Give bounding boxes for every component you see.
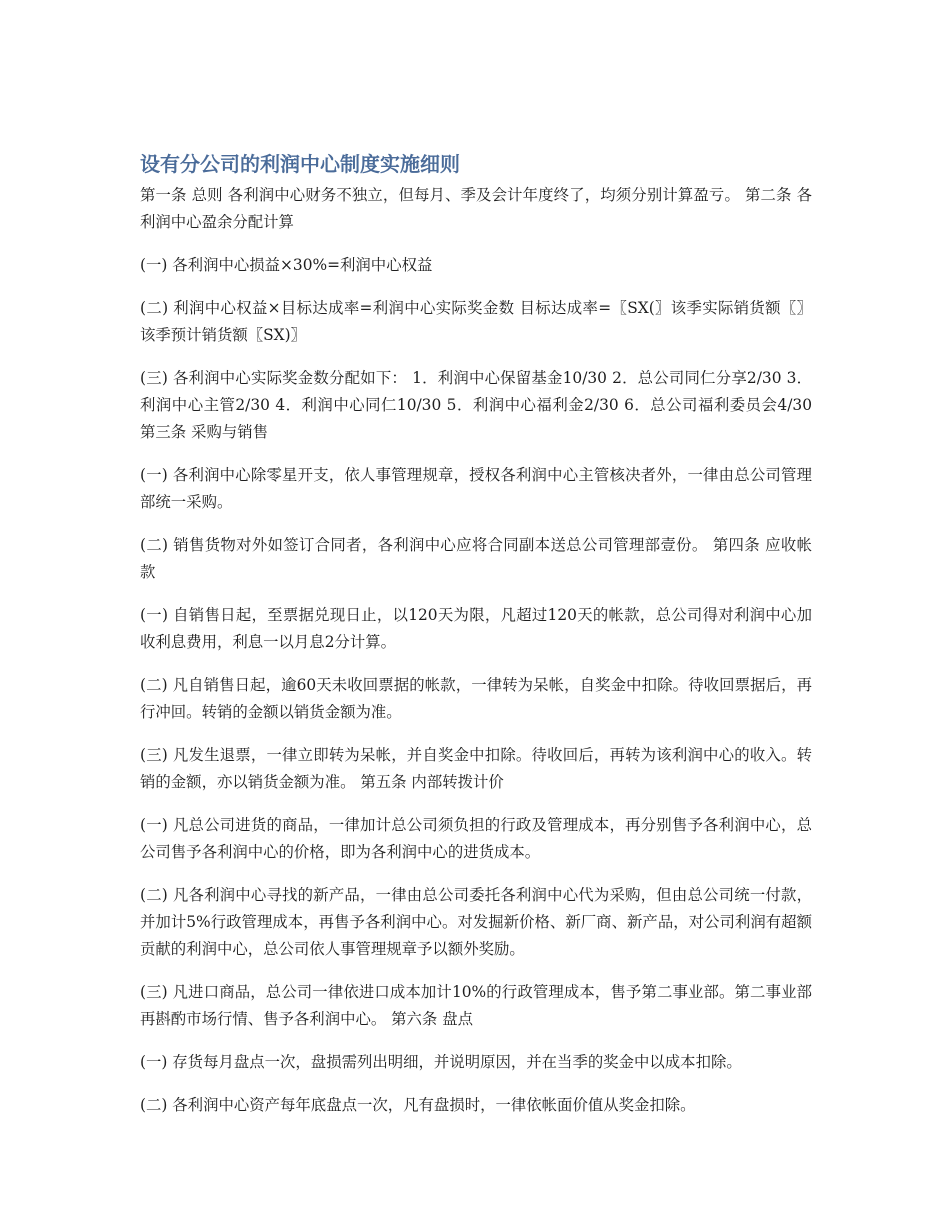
paragraph-3-2: (二) 销售货物对外如签订合同者，各利润中心应将合同副本送总公司管理部壹份。 第四条 应收帐款 (140, 536, 812, 581)
document-title: 设有分公司的利润中心制度实施细则 (140, 152, 460, 176)
paragraph-6-2: (二) 各利润中心资产每年底盘点一次，凡有盘损时，一律依帐面价值从奖金扣除。 (140, 1096, 696, 1114)
paragraph-3-1: (一) 各利润中心除零星开支，依人事管理规章，授权各利润中心主管核决者外，一律由总公司管理部统一采购。 (140, 466, 812, 511)
paragraph-4-1: (一) 自销售日起，至票据兑现日止，以120天为限，凡超过120天的帐款，总公司得对利润中心加收利息费用，利息一以月息2分计算。 (140, 606, 812, 651)
paragraph-4-2: (二) 凡自销售日起，逾60天未收回票据的帐款，一律转为呆帐，自奖金中扣除。待收回票据后，再行冲回。转销的金额以销货金额为准。 (140, 676, 812, 721)
paragraph-6-1: (一) 存货每月盘点一次，盘损需列出明细，并说明原因，并在当季的奖金中以成本扣除。 (140, 1053, 742, 1071)
paragraph-5-2: (二) 凡各利润中心寻找的新产品，一律由总公司委托各利润中心代为采购，但由总公司统一付款，并加计5%行政管理成本，再售予各利润中心。对发掘新价格、新厂商、新产品，对公司利润有超额贡献的利润中心，总公司依人事管理规章予以额外奖励。 (140, 886, 812, 958)
paragraph-4-3: (三) 凡发生退票，一律立即转为呆帐，并自奖金中扣除。待收回后，再转为该利润中心的收入。转销的金额，亦以销货金额为准。 第五条 内部转拨计价 (140, 746, 812, 791)
paragraph-article-1: 第一条 总则 各利润中心财务不独立，但每月、季及会计年度终了，均须分别计算盈亏。 第二条 各利润中心盈余分配计算 (140, 186, 812, 231)
paragraph-2-2: (二) 利润中心权益×目标达成率=利润中心实际奖金数 目标达成率=〖SX(〗该季实际销货额〖〗该季预计销货额〖SX)〗 (140, 299, 812, 344)
paragraph-5-3: (三) 凡进口商品，总公司一律依进口成本加计10%的行政管理成本，售予第二事业部。第二事业部再斟酌市场行情、售予各利润中心。 第六条 盘点 (140, 983, 812, 1028)
paragraph-2-1: (一) 各利润中心损益×30%=利润中心权益 (140, 256, 433, 274)
document-body (140, 182, 812, 1119)
paragraph-5-1: (一) 凡总公司进货的商品，一律加计总公司须负担的行政及管理成本，再分别售予各利润中心，总公司售予各利润中心的价格，即为各利润中心的进货成本。 (140, 816, 812, 861)
paragraph-2-3: (三) 各利润中心实际奖金数分配如下： 1．利润中心保留基金10/30 2．总公司同仁分享2/30 3．利润中心主管2/30 4．利润中心同仁10/30 5．利润中心福利金2/30 6．总公司福利委员会4/30 第三条 采购与销售 (140, 369, 812, 441)
